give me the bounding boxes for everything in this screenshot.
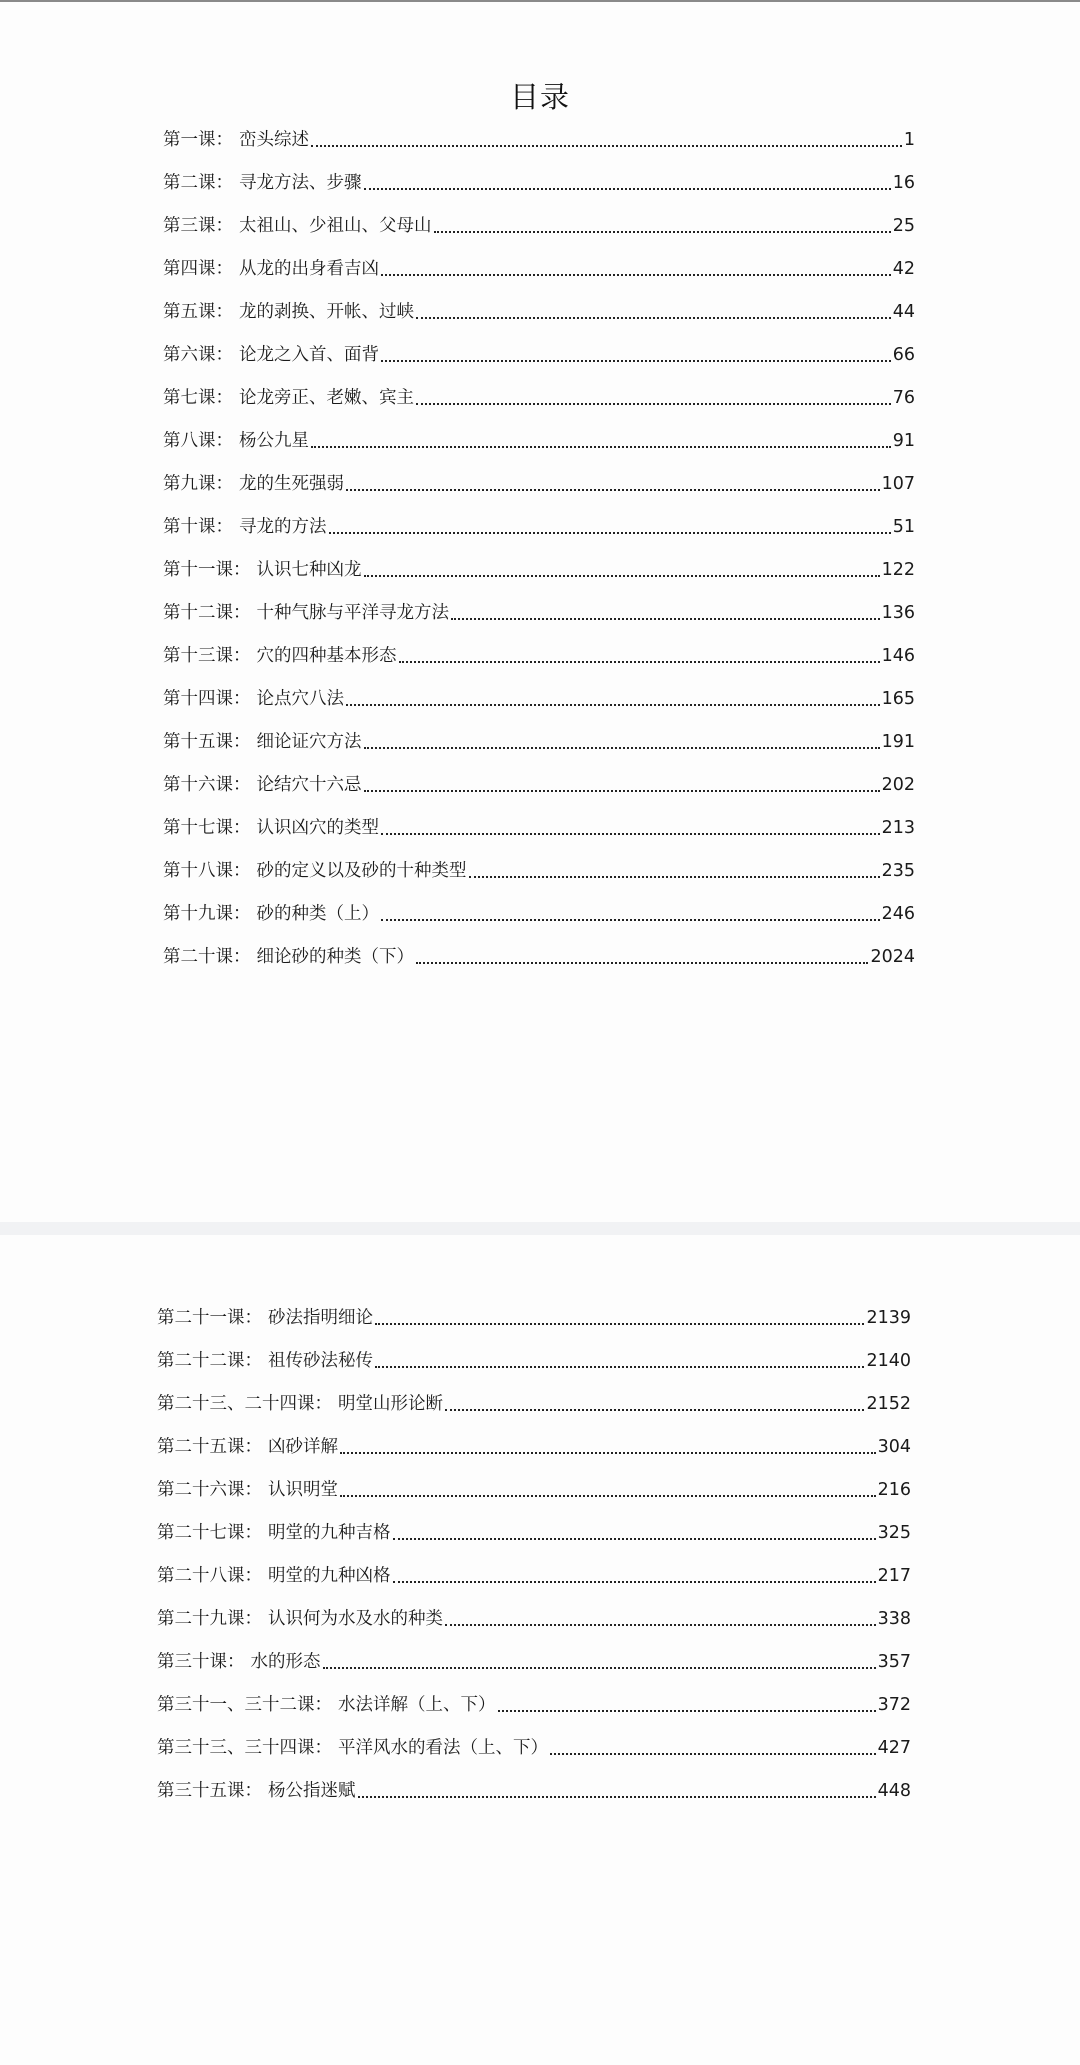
page-number: 325 bbox=[877, 1523, 911, 1543]
lesson-colon: ： bbox=[215, 302, 233, 322]
page-number: 448 bbox=[877, 1781, 911, 1801]
lesson-colon: ： bbox=[215, 259, 233, 279]
page-number: 136 bbox=[881, 603, 915, 623]
toc-entry[interactable] bbox=[163, 549, 915, 592]
lesson-heading: 峦头综述 bbox=[239, 130, 309, 150]
dot-leader bbox=[451, 598, 880, 620]
dot-leader bbox=[434, 211, 891, 233]
lesson-colon: ： bbox=[244, 1566, 262, 1586]
lesson-heading: 太祖山、少祖山、父母山 bbox=[239, 216, 432, 236]
toc-entry[interactable] bbox=[163, 936, 915, 979]
toc-entry[interactable] bbox=[157, 1641, 911, 1684]
page-separator bbox=[0, 1222, 1080, 1235]
dot-leader bbox=[329, 512, 891, 534]
lesson-heading: 砂法指明细论 bbox=[268, 1308, 373, 1328]
toc-page-2 bbox=[0, 1235, 1080, 2065]
lesson-heading: 论点穴八法 bbox=[256, 689, 344, 709]
lesson-number: 第十八课 bbox=[163, 861, 233, 881]
lesson-heading: 龙的剥换、开帐、过峡 bbox=[239, 302, 414, 322]
lesson-heading: 认识何为水及水的种类 bbox=[268, 1609, 443, 1629]
dot-leader bbox=[498, 1690, 876, 1712]
lesson-heading: 寻龙方法、步骤 bbox=[239, 173, 362, 193]
toc-entry[interactable] bbox=[163, 678, 915, 721]
dot-leader bbox=[311, 125, 902, 147]
lesson-heading: 平洋风水的看法（上、下） bbox=[338, 1738, 548, 1758]
lesson-colon: ： bbox=[233, 818, 251, 838]
page-number: 357 bbox=[877, 1652, 911, 1672]
lesson-number: 第三课 bbox=[163, 216, 216, 236]
lesson-heading: 明堂的九种吉格 bbox=[268, 1523, 391, 1543]
lesson-number: 第二十九课 bbox=[157, 1609, 245, 1629]
toc-entry[interactable] bbox=[157, 1727, 911, 1770]
lesson-colon: ： bbox=[215, 130, 233, 150]
lesson-heading: 论龙之入首、面背 bbox=[239, 345, 379, 365]
lesson-number: 第十六课 bbox=[163, 775, 233, 795]
lesson-colon: ： bbox=[233, 560, 251, 580]
page-number: 304 bbox=[877, 1437, 911, 1457]
lesson-colon: ： bbox=[314, 1394, 332, 1414]
dot-leader bbox=[346, 469, 880, 491]
lesson-number: 第十课 bbox=[163, 517, 216, 537]
lesson-number: 第一课 bbox=[163, 130, 216, 150]
page-number: 146 bbox=[881, 646, 915, 666]
dot-leader bbox=[340, 1475, 876, 1497]
lesson-heading: 水法详解（上、下） bbox=[338, 1695, 496, 1715]
dot-leader bbox=[381, 813, 880, 835]
dot-leader bbox=[364, 555, 880, 577]
toc-entry[interactable] bbox=[157, 1555, 911, 1598]
dot-leader bbox=[416, 942, 868, 964]
lesson-colon: ： bbox=[215, 431, 233, 451]
dot-leader bbox=[358, 1776, 876, 1798]
lesson-colon: ： bbox=[233, 689, 251, 709]
page-number: 1 bbox=[903, 130, 915, 150]
lesson-colon: ： bbox=[244, 1480, 262, 1500]
toc-entry[interactable] bbox=[163, 850, 915, 893]
lesson-number: 第二十六课 bbox=[157, 1480, 245, 1500]
page-number: 165 bbox=[881, 689, 915, 709]
toc-entry[interactable] bbox=[157, 1512, 911, 1555]
lesson-number: 第二十一课 bbox=[157, 1308, 245, 1328]
lesson-heading: 杨公九星 bbox=[239, 431, 309, 451]
toc-list-page-2 bbox=[157, 1297, 911, 1813]
dot-leader bbox=[311, 426, 891, 448]
lesson-number: 第七课 bbox=[163, 388, 216, 408]
dot-leader bbox=[381, 254, 891, 276]
toc-entry[interactable] bbox=[163, 807, 915, 850]
dot-leader bbox=[364, 168, 891, 190]
lesson-colon: ： bbox=[233, 603, 251, 623]
page-number: 44 bbox=[892, 302, 915, 322]
lesson-heading: 杨公指迷赋 bbox=[268, 1781, 356, 1801]
page-number: 191 bbox=[881, 732, 915, 752]
toc-entry[interactable] bbox=[163, 721, 915, 764]
lesson-number: 第五课 bbox=[163, 302, 216, 322]
page-number: 235 bbox=[881, 861, 915, 881]
lesson-heading: 凶砂详解 bbox=[268, 1437, 338, 1457]
lesson-colon: ： bbox=[215, 345, 233, 365]
toc-page-1 bbox=[0, 2, 1080, 1222]
lesson-number: 第九课 bbox=[163, 474, 216, 494]
dot-leader bbox=[550, 1733, 876, 1755]
lesson-colon: ： bbox=[215, 474, 233, 494]
lesson-heading: 十种气脉与平洋寻龙方法 bbox=[256, 603, 449, 623]
dot-leader bbox=[445, 1604, 876, 1626]
page-number: 216 bbox=[877, 1480, 911, 1500]
dot-leader bbox=[469, 856, 880, 878]
page-number: 338 bbox=[877, 1609, 911, 1629]
toc-entry[interactable] bbox=[157, 1598, 911, 1641]
lesson-colon: ： bbox=[244, 1308, 262, 1328]
dot-leader bbox=[393, 1561, 876, 1583]
dot-leader bbox=[323, 1647, 876, 1669]
dot-leader bbox=[445, 1389, 864, 1411]
toc-entry[interactable] bbox=[157, 1426, 911, 1469]
dot-leader bbox=[346, 684, 880, 706]
dot-leader bbox=[381, 340, 891, 362]
lesson-number: 第六课 bbox=[163, 345, 216, 365]
page-number: 76 bbox=[892, 388, 915, 408]
lesson-number: 第十九课 bbox=[163, 904, 233, 924]
page-number: 91 bbox=[892, 431, 915, 451]
lesson-colon: ： bbox=[233, 646, 251, 666]
lesson-colon: ： bbox=[215, 388, 233, 408]
lesson-heading: 从龙的出身看吉凶 bbox=[239, 259, 379, 279]
lesson-colon: ： bbox=[233, 775, 251, 795]
toc-entry[interactable] bbox=[163, 205, 915, 248]
lesson-number: 第十七课 bbox=[163, 818, 233, 838]
lesson-colon: ： bbox=[215, 517, 233, 537]
lesson-number: 第二十二课 bbox=[157, 1351, 245, 1371]
page-number: 122 bbox=[881, 560, 915, 580]
toc-entry[interactable] bbox=[163, 635, 915, 678]
lesson-number: 第二课 bbox=[163, 173, 216, 193]
lesson-colon: ： bbox=[244, 1437, 262, 1457]
lesson-heading: 穴的四种基本形态 bbox=[256, 646, 397, 666]
lesson-number: 第八课 bbox=[163, 431, 216, 451]
lesson-heading: 砂的定义以及砂的十种类型 bbox=[256, 861, 467, 881]
dot-leader bbox=[375, 1346, 864, 1368]
toc-entry[interactable] bbox=[163, 592, 915, 635]
lesson-number: 第二十五课 bbox=[157, 1437, 245, 1457]
lesson-heading: 砂的种类（上） bbox=[256, 904, 379, 924]
toc-title: 目录 bbox=[509, 80, 570, 115]
lesson-number: 第三十课 bbox=[157, 1652, 227, 1672]
page-number: 66 bbox=[892, 345, 915, 365]
lesson-colon: ： bbox=[244, 1351, 262, 1371]
lesson-heading: 明堂山形论断 bbox=[338, 1394, 443, 1414]
toc-entry[interactable] bbox=[157, 1684, 911, 1727]
toc-entry[interactable] bbox=[163, 506, 915, 549]
toc-list-page-1 bbox=[163, 119, 915, 979]
toc-entry[interactable] bbox=[163, 162, 915, 205]
page-number: 25 bbox=[892, 216, 915, 236]
lesson-colon: ： bbox=[215, 216, 233, 236]
lesson-colon: ： bbox=[227, 1652, 245, 1672]
lesson-heading: 细论砂的种类（下） bbox=[256, 947, 414, 967]
toc-entry[interactable] bbox=[157, 1469, 911, 1512]
toc-entry[interactable] bbox=[163, 463, 915, 506]
lesson-number: 第二十三、二十四课 bbox=[157, 1394, 315, 1414]
page-number: 2152 bbox=[866, 1394, 911, 1414]
lesson-number: 第十四课 bbox=[163, 689, 233, 709]
toc-entry[interactable] bbox=[163, 377, 915, 420]
lesson-colon: ： bbox=[215, 173, 233, 193]
lesson-colon: ： bbox=[233, 732, 251, 752]
lesson-heading: 论结穴十六忌 bbox=[256, 775, 362, 795]
page-number: 217 bbox=[877, 1566, 911, 1586]
lesson-colon: ： bbox=[244, 1609, 262, 1629]
page-number: 2140 bbox=[866, 1351, 911, 1371]
dot-leader bbox=[399, 641, 880, 663]
dot-leader bbox=[340, 1432, 876, 1454]
lesson-heading: 龙的生死强弱 bbox=[239, 474, 344, 494]
toc-entry[interactable] bbox=[157, 1770, 911, 1813]
lesson-number: 第四课 bbox=[163, 259, 216, 279]
page-number: 427 bbox=[877, 1738, 911, 1758]
lesson-heading: 明堂的九种凶格 bbox=[268, 1566, 391, 1586]
page-number: 202 bbox=[881, 775, 915, 795]
lesson-colon: ： bbox=[233, 861, 251, 881]
toc-entry[interactable] bbox=[157, 1340, 911, 1383]
dot-leader bbox=[364, 770, 880, 792]
lesson-heading: 论龙旁正、老嫩、宾主 bbox=[239, 388, 414, 408]
lesson-heading: 细论证穴方法 bbox=[256, 732, 362, 752]
page-number: 51 bbox=[892, 517, 915, 537]
lesson-number: 第十二课 bbox=[163, 603, 233, 623]
toc-entry[interactable] bbox=[163, 119, 915, 162]
lesson-heading: 认识明堂 bbox=[268, 1480, 338, 1500]
lesson-number: 第十五课 bbox=[163, 732, 233, 752]
dot-leader bbox=[393, 1518, 876, 1540]
lesson-number: 第二十课 bbox=[163, 947, 233, 967]
page-number: 2024 bbox=[870, 947, 915, 967]
dot-leader bbox=[375, 1303, 864, 1325]
toc-entry[interactable] bbox=[163, 893, 915, 936]
page-number: 107 bbox=[881, 474, 915, 494]
dot-leader bbox=[381, 899, 880, 921]
lesson-number: 第三十五课 bbox=[157, 1781, 245, 1801]
dot-leader bbox=[416, 297, 891, 319]
page-number: 16 bbox=[892, 173, 915, 193]
dot-leader bbox=[364, 727, 880, 749]
page-number: 213 bbox=[881, 818, 915, 838]
lesson-colon: ： bbox=[233, 947, 251, 967]
lesson-number: 第二十八课 bbox=[157, 1566, 245, 1586]
lesson-colon: ： bbox=[244, 1781, 262, 1801]
lesson-heading: 认识七种凶龙 bbox=[256, 560, 362, 580]
lesson-heading: 认识凶穴的类型 bbox=[256, 818, 379, 838]
lesson-heading: 水的形态 bbox=[250, 1652, 321, 1672]
page-number: 246 bbox=[881, 904, 915, 924]
page-number: 2139 bbox=[866, 1308, 911, 1328]
toc-entry[interactable] bbox=[163, 764, 915, 807]
page-number: 42 bbox=[892, 259, 915, 279]
lesson-colon: ： bbox=[233, 904, 251, 924]
lesson-number: 第二十七课 bbox=[157, 1523, 245, 1543]
toc-entry[interactable] bbox=[163, 248, 915, 291]
lesson-colon: ： bbox=[314, 1738, 332, 1758]
toc-entry[interactable] bbox=[163, 334, 915, 377]
lesson-number: 第十一课 bbox=[163, 560, 233, 580]
toc-entry[interactable] bbox=[163, 420, 915, 463]
lesson-number: 第三十一、三十二课 bbox=[157, 1695, 315, 1715]
lesson-heading: 祖传砂法秘传 bbox=[268, 1351, 373, 1371]
lesson-colon: ： bbox=[244, 1523, 262, 1543]
lesson-colon: ： bbox=[314, 1695, 332, 1715]
toc-entry[interactable] bbox=[157, 1297, 911, 1340]
page-number: 372 bbox=[877, 1695, 911, 1715]
toc-entry[interactable] bbox=[157, 1383, 911, 1426]
lesson-heading: 寻龙的方法 bbox=[239, 517, 327, 537]
toc-entry[interactable] bbox=[163, 291, 915, 334]
lesson-number: 第三十三、三十四课 bbox=[157, 1738, 315, 1758]
lesson-number: 第十三课 bbox=[163, 646, 233, 666]
dot-leader bbox=[416, 383, 891, 405]
